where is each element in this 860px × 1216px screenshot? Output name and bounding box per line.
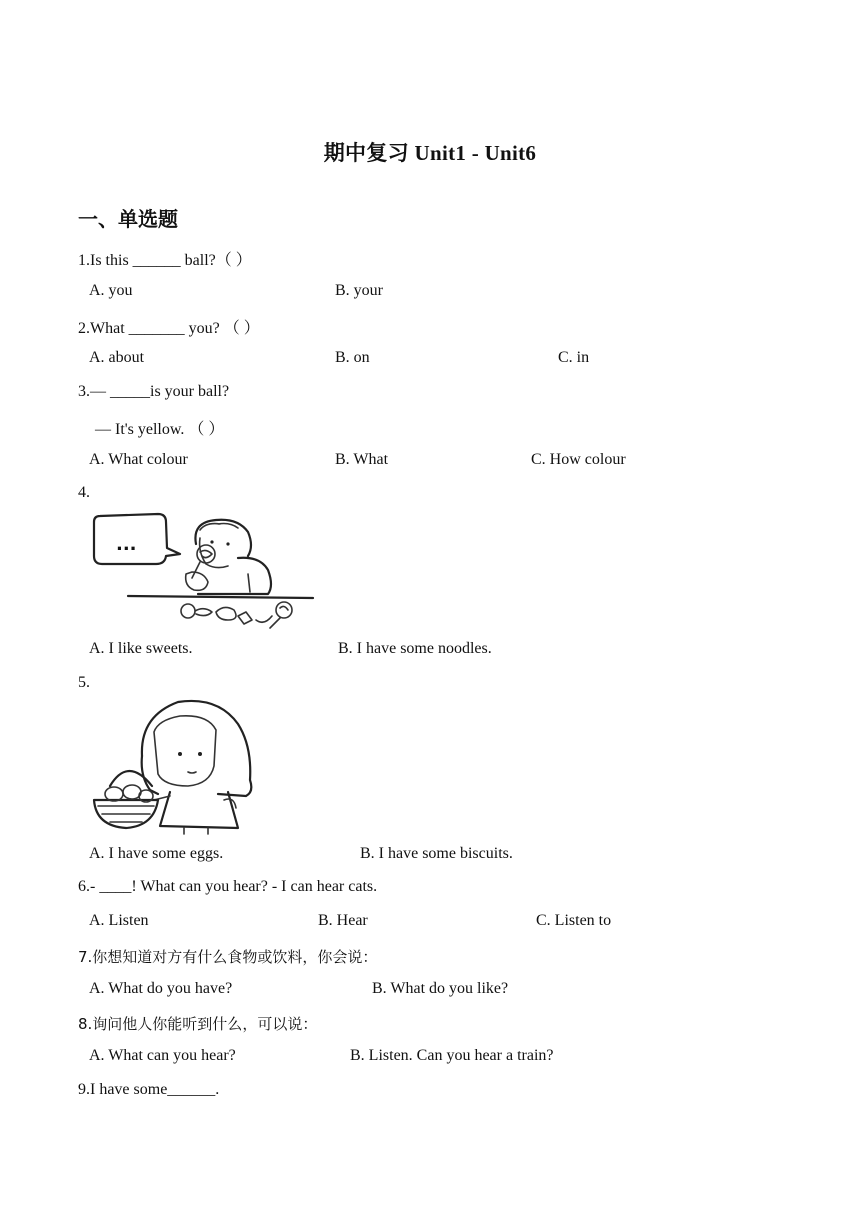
- question-2-option-b[interactable]: B. on: [335, 349, 370, 366]
- question-8-option-b[interactable]: B. Listen. Can you hear a train?: [350, 1047, 554, 1064]
- question-2-stem: 2.What _______ you? （ ）: [78, 320, 260, 337]
- question-3-stem: 3.— _____is your ball?: [78, 383, 230, 400]
- question-7-option-a[interactable]: A. What do you have?: [89, 980, 233, 997]
- girl-with-egg-basket-illustration: [88, 696, 268, 836]
- question-2-option-a[interactable]: A. about: [89, 349, 145, 366]
- question-1-option-a[interactable]: A. you: [89, 282, 133, 299]
- question-8-option-a[interactable]: A. What can you hear?: [89, 1047, 236, 1064]
- speech-bubble-text: ...: [116, 534, 137, 555]
- question-7-stem: [78, 946, 377, 967]
- question-3-option-c[interactable]: C. How colour: [531, 451, 626, 468]
- question-4-option-a[interactable]: A. I like sweets.: [89, 640, 193, 657]
- question-5-stem: 5.: [78, 674, 90, 691]
- question-7-option-b[interactable]: B. What do you like?: [372, 980, 509, 997]
- question-6-option-b[interactable]: B. Hear: [318, 912, 368, 929]
- question-8-stem-text: 8.询问他人你能听到什么，可以说：: [78, 1015, 318, 1033]
- question-6-stem: 6.- ____! What can you hear? - I can hear cats.: [78, 878, 378, 895]
- question-4-option-b[interactable]: B. I have some noodles.: [338, 640, 492, 657]
- question-5-option-a[interactable]: A. I have some eggs.: [89, 845, 224, 862]
- question-3-option-a[interactable]: A. What colour: [89, 451, 188, 468]
- section-heading: 一、单选题: [78, 207, 178, 231]
- question-3-stem-line-2: — It's yellow. （ ）: [95, 421, 225, 438]
- question-4-stem: 4.: [78, 484, 90, 501]
- question-7-stem-text: 7.你想知道对方有什么食物或饮料，你会说：: [78, 948, 378, 966]
- question-2-option-c[interactable]: C. in: [558, 349, 590, 366]
- question-9-stem: 9.I have some______.: [78, 1081, 220, 1098]
- question-3-option-b[interactable]: B. What: [335, 451, 389, 468]
- question-1-option-b[interactable]: B. your: [335, 282, 383, 299]
- page-title: 期中复习 Unit1 - Unit6: [323, 141, 537, 165]
- question-5-option-b[interactable]: B. I have some biscuits.: [360, 845, 513, 862]
- question-6-option-c[interactable]: C. Listen to: [536, 912, 612, 929]
- question-8-stem: [78, 1013, 317, 1034]
- question-1-stem: 1.Is this ______ ball?（ ）: [78, 252, 252, 269]
- question-6-option-a[interactable]: A. Listen: [89, 912, 149, 929]
- boy-eating-sweets-illustration: [88, 508, 318, 633]
